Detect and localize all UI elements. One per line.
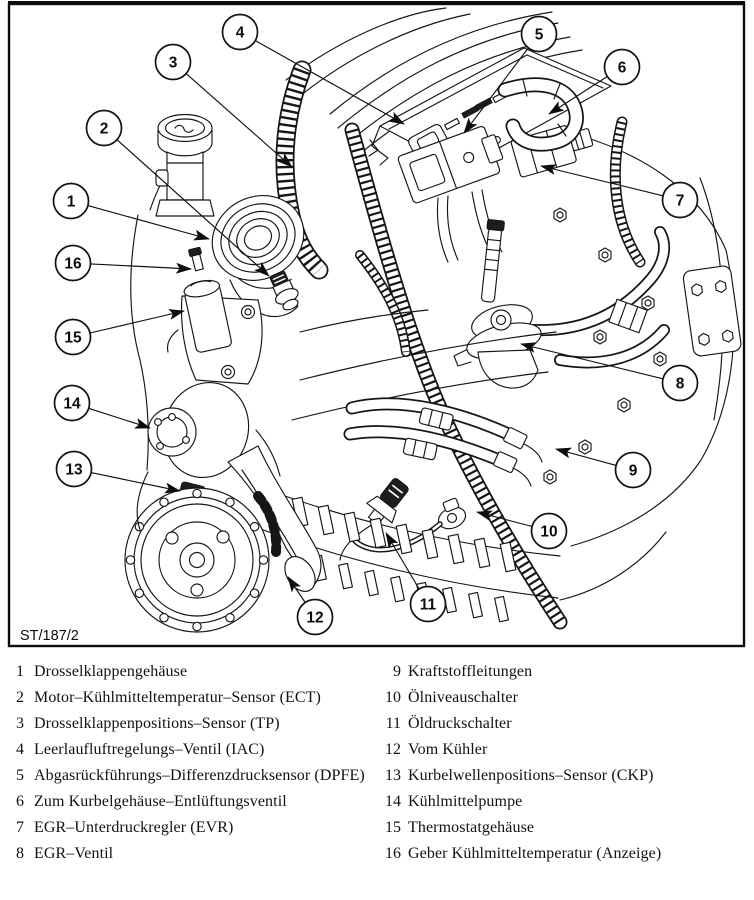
thermostat-housing: [167, 278, 262, 384]
legend-item-text: Kurbelwellenpositions–Sensor (CKP): [408, 767, 654, 784]
legend-item-4: [13, 737, 375, 763]
callout-number: 1: [66, 193, 76, 211]
callout-number: 6: [617, 59, 627, 77]
legend-item-number: 14: [385, 793, 401, 810]
legend-item-number: 1: [16, 663, 24, 680]
callout-number: 5: [534, 26, 544, 44]
legend-item-text: Kraftstoffleitungen: [408, 663, 533, 680]
legend-item-number: 3: [16, 715, 24, 732]
legend-item-13: [383, 763, 751, 789]
callout-leader-line: [89, 408, 150, 428]
legend-item-text: Kühlmittelpumpe: [408, 793, 523, 810]
callout-number: 2: [99, 120, 109, 138]
legend-right-column: [383, 659, 751, 867]
legend-item-text: Leerlaufluftregelungs–Ventil (IAC): [34, 741, 265, 758]
legend-item-number: 4: [16, 741, 24, 758]
legend-item-14: [383, 789, 751, 815]
legend-item-number: 12: [385, 741, 401, 758]
legend-item-2: [13, 685, 375, 711]
legend-item-8: [13, 841, 375, 867]
legend-item-number: 7: [16, 819, 24, 836]
legend-item-number: 8: [16, 845, 24, 862]
legend-item-number: 11: [385, 715, 401, 732]
legend-item-7: [13, 815, 375, 841]
callout-leader-line: [90, 311, 184, 333]
legend-item-number: 2: [16, 689, 24, 706]
legend-item-text: EGR–Unterdruckregler (EVR): [34, 819, 234, 836]
legend-item-text: Geber Kühlmitteltemperatur (Anzeige): [408, 845, 662, 862]
legend-item-number: 9: [393, 663, 401, 680]
callout-number: 14: [63, 395, 81, 413]
callout-number: 3: [168, 54, 178, 72]
legend-item-number: 16: [385, 845, 401, 862]
legend-item-text: Vom Kühler: [408, 741, 488, 758]
egr-valve: [454, 219, 545, 388]
legend-item-text: Motor–Kühlmitteltemperatur–Sensor (ECT): [34, 689, 321, 706]
legend-item-16: [383, 841, 751, 867]
engine-artwork: [107, 0, 742, 632]
callout-number: 8: [675, 375, 685, 393]
legend-item-6: [13, 789, 375, 815]
figure-code-label: ST/187/2: [20, 628, 79, 644]
callout-leader-line: [91, 264, 192, 269]
callout-9: [556, 449, 651, 488]
callout-15: [56, 311, 185, 355]
callout-leader-line: [255, 41, 404, 124]
legend-item-15: [383, 815, 751, 841]
legend-item-text: Abgasrückführungs–Differenzdrucksensor (DPFE): [34, 767, 365, 784]
callout-number: 12: [306, 609, 324, 627]
legend-item-text: Drosselklappenpositions–Sensor (TP): [34, 715, 280, 732]
legend-item-text: Thermostatgehäuse: [408, 819, 535, 836]
legend-item-12: [383, 737, 751, 763]
legend-item-9: [383, 659, 751, 685]
legend-item-number: 13: [385, 767, 401, 784]
callout-number: 9: [628, 462, 638, 480]
legend-item-text: Öldruckschalter: [408, 715, 512, 732]
callout-number: 13: [65, 461, 83, 479]
callout-number: 16: [64, 255, 82, 273]
legend-item-1: [13, 659, 375, 685]
callout-13: [57, 452, 181, 492]
callout-number: 10: [540, 523, 558, 541]
legend-item-text: Ölniveauschalter: [408, 689, 518, 706]
callout-16: [56, 246, 192, 281]
coolant-temp-sender: [188, 247, 205, 271]
legend-item-number: 5: [16, 767, 24, 784]
callout-leader-line: [541, 166, 663, 196]
legend-item-text: Zum Kurbelgehäuse–Entlüftungsventil: [34, 793, 287, 810]
callout-number: 7: [675, 192, 685, 210]
legend-item-number: 6: [16, 793, 24, 810]
fuel-lines: [350, 404, 542, 486]
legend-item-3: [13, 711, 375, 737]
crank-pulley: [125, 488, 276, 632]
legend-item-text: EGR–Ventil: [34, 845, 114, 862]
legend-item-10: [383, 685, 751, 711]
legend-item-number: 15: [385, 819, 401, 836]
side-flange: [682, 265, 742, 357]
legend-item-5: [13, 763, 375, 789]
legend-item-11: [383, 711, 751, 737]
legend-left-column: [13, 659, 375, 867]
callout-14: [55, 386, 151, 429]
callout-4: [223, 15, 405, 125]
legend-item-text: Drosselklappengehäuse: [34, 663, 188, 680]
callout-leader-line: [91, 473, 180, 491]
callout-number: 15: [64, 329, 82, 347]
callout-number: 11: [419, 596, 437, 614]
callout-number: 4: [235, 24, 245, 42]
legend-item-number: 10: [385, 689, 401, 706]
